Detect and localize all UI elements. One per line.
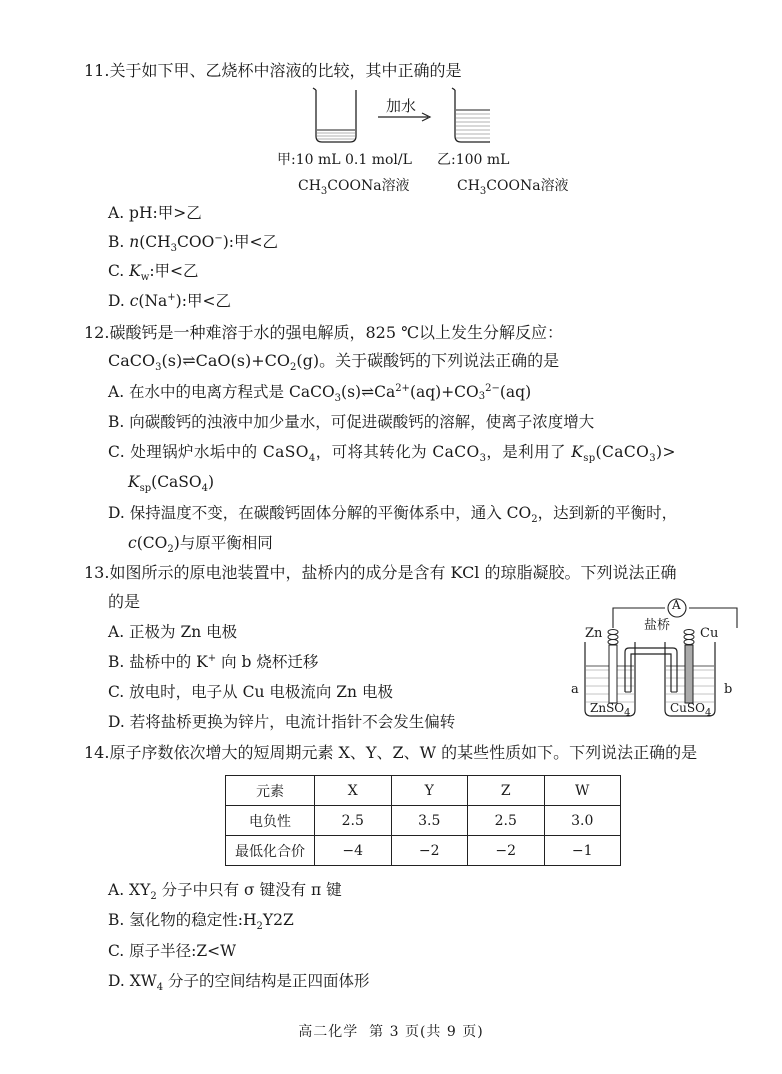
table-cell: 2.5 <box>315 806 392 836</box>
table-header-cell: 元素 <box>226 776 315 806</box>
q13-option-d: D. 若将盐桥更换为锌片，电流计指针不会发生偏转 <box>108 713 456 731</box>
zn-label: Zn <box>585 626 603 641</box>
q14-option-b: B. 氢化物的稳定性$:H_2Y2Z$ <box>108 911 294 933</box>
salt-bridge-label: 盐桥 <box>644 618 671 633</box>
q12-option-b: B. 向碳酸钙的浊液中加少量水，可促进碳酸钙的溶解，使离子浓度增大 <box>108 413 595 431</box>
table-row <box>226 806 621 836</box>
q14-option-a: A. $XY_2$ 分子中只有 σ 键没有 π 键 <box>108 881 342 903</box>
zn-electrode-icon <box>609 645 617 703</box>
q14-table <box>225 775 621 866</box>
table-header-row <box>226 776 621 806</box>
q12-option-d-line2: $c(CO_2)$与原平衡相同 <box>128 534 273 556</box>
ammeter-label: A <box>672 598 681 612</box>
table-cell: −2 <box>468 836 545 866</box>
q14-option-c: C. 原子半径:Z<W <box>108 942 237 960</box>
q11-stem: 11.关于如下甲、乙烧杯中溶液的比较，其中正确的是 <box>84 61 462 80</box>
table-cell: 电负性 <box>226 806 315 836</box>
page-footer: 高二化学 第 3 页(共 9 页) <box>298 1024 484 1040</box>
q11-beaker-a-label1: 甲:10 mL 0.1 mol/L <box>277 152 412 168</box>
table-cell: −2 <box>391 836 468 866</box>
table-cell: −1 <box>544 836 621 866</box>
q11-beaker-b-label2: $CH_3COONa$溶液 <box>457 178 569 197</box>
q13-option-a: A. 正极为 Zn 电极 <box>108 623 238 641</box>
cu-electrode-icon <box>685 645 693 703</box>
beaker-b-label: b <box>724 682 733 697</box>
table-cell: 3.5 <box>391 806 468 836</box>
q12-stem-line2: $CaCO_3(s)\rightleftharpoons CaO(s)+CO_2(g)$。关于碳酸钙的下列说法正确的是 <box>108 351 560 374</box>
q11-option-d: D. c(Na+):甲<乙 <box>108 291 231 310</box>
q13-option-c: C. 放电时，电子从 Cu 电极流向 Zn 电极 <box>108 683 393 701</box>
table-cell: −4 <box>315 836 392 866</box>
table-header-cell: Y <box>391 776 468 806</box>
q12-option-d-line1: D. 保持温度不变，在碳酸钙固体分解的平衡体系中，通入 $CO_2$，达到新的平衡时， <box>108 504 678 526</box>
beaker-b-icon <box>452 88 490 142</box>
q11-option-b: B. $n(CH_3COO^-)$:甲<乙 <box>108 232 278 255</box>
q12-option-c-line2: $K_{sp}(CaSO_4)$ <box>128 473 215 495</box>
q11-option-a: A. pH:甲>乙 <box>108 204 202 222</box>
q13-stem-line2: 的是 <box>108 592 141 611</box>
table-cell: 2.5 <box>468 806 545 836</box>
table-cell: 最低化合价 <box>226 836 315 866</box>
table-header-cell: W <box>544 776 621 806</box>
q11-beaker-a-label2: $CH_3COONa$溶液 <box>298 178 410 197</box>
q11-option-c: C. $K_w$:甲<乙 <box>108 262 199 284</box>
q11-beaker-b-label1: 乙:100 mL <box>437 152 510 168</box>
q11-arrow-label: 加水 <box>386 97 417 115</box>
cuso4-label: CuSO$_4$ <box>670 701 712 719</box>
cu-label: Cu <box>700 626 719 641</box>
table-header-cell: Z <box>468 776 545 806</box>
q12-option-c-line1: C. 处理锅炉水垢中的 CaSO$_4$，可将其转化为 CaCO$_3$，是利用了 $K_{sp}(CaCO_3)>$ <box>108 443 676 465</box>
znso4-label: ZnSO$_4$ <box>590 701 631 719</box>
table-header-cell: X <box>315 776 392 806</box>
q14-option-d: D. $XW_4$ 分子的空间结构是正四面体形 <box>108 972 370 994</box>
beaker-a-label: a <box>571 682 579 697</box>
table-row <box>226 836 621 866</box>
beaker-a-icon <box>313 88 356 142</box>
q12-stem-line1: 12.碳酸钙是一种难溶于水的强电解质，825 ℃以上发生分解反应： <box>84 323 563 342</box>
q13-stem-line1: 13.如图所示的原电池装置中，盐桥内的成分是含有 KCl 的琼脂凝胶。下列说法正确 <box>84 563 677 582</box>
q13-option-b: B. 盐桥中的 K+ 向 b 烧杯迁移 <box>108 652 319 671</box>
table-cell: 3.0 <box>544 806 621 836</box>
q14-stem: 14.原子序数依次增大的短周期元素 X、Y、Z、W 的某些性质如下。下列说法正确的是 <box>84 743 698 762</box>
q12-option-a: A. 在水中的电离方程式是 $CaCO_3(s)\rightleftharpoons Ca^{2+}(aq)+CO_3^{2-}(aq)$ <box>108 382 532 405</box>
